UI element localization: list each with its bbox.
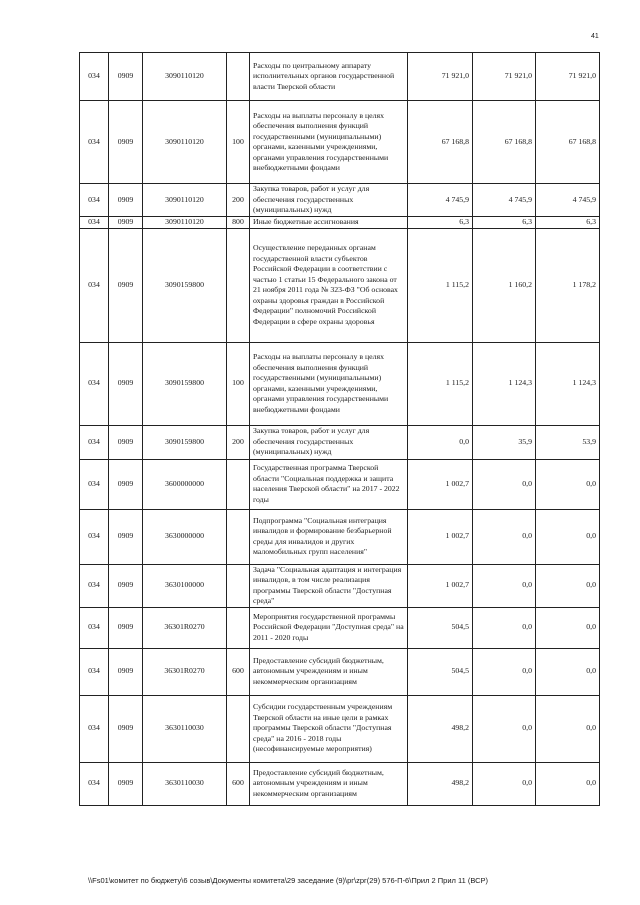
amount-year2-cell: 6,3 <box>473 217 536 229</box>
section-code-cell: 0909 <box>109 459 143 509</box>
expense-type-cell: 100 <box>227 342 250 425</box>
amount-year1-cell: 1 002,7 <box>408 564 473 607</box>
expense-type-cell: 800 <box>227 217 250 229</box>
amount-year1-cell: 1 002,7 <box>408 509 473 564</box>
item-name-cell: Предоставление субсидий бюджетным, автономным учреждениям и иным некоммерческим организациям <box>250 762 408 805</box>
section-code-cell: 0909 <box>109 648 143 695</box>
amount-year3-cell: 0,0 <box>536 607 600 648</box>
amount-year2-cell: 0,0 <box>473 762 536 805</box>
item-name-cell: Осуществление переданных органам государственной власти субъектов Российской Федерации в соответствии с частью 1 статьи 15 Федерального закона от 21 ноября 2011 года № 323-ФЗ "Об основах охраны здоровья граждан в Российской Федерации" полномочий Российской Федерации в сфере охраны здоровья <box>250 228 408 342</box>
amount-year1-cell: 4 745,9 <box>408 184 473 217</box>
item-name-cell: Расходы на выплаты персоналу в целях обеспечения выполнения функций государственными (муниципальными) органами, казенными учреждениями, органами управления государственными внебюджетными фондами <box>250 342 408 425</box>
section-code-cell: 0909 <box>109 762 143 805</box>
amount-year3-cell: 0,0 <box>536 564 600 607</box>
amount-year1-cell: 0,0 <box>408 425 473 459</box>
expense-type-cell: 600 <box>227 762 250 805</box>
table-row <box>80 342 600 425</box>
target-code-cell: 3090110120 <box>143 101 227 184</box>
amount-year2-cell: 0,0 <box>473 564 536 607</box>
item-name-cell: Закупка товаров, работ и услуг для обеспечения государственных (муниципальных) нужд <box>250 425 408 459</box>
target-code-cell: 3630100000 <box>143 564 227 607</box>
section-code-cell: 0909 <box>109 607 143 648</box>
section-code-cell: 0909 <box>109 342 143 425</box>
admin-code-cell: 034 <box>80 342 109 425</box>
section-code-cell: 0909 <box>109 564 143 607</box>
item-name-cell: Субсидии государственным учреждениям Тверской области на иные цели в рамках программы Тверской области "Доступная среда" на 2016 - 2018 годы (несофинансируемые мероприятия) <box>250 695 408 762</box>
amount-year2-cell: 0,0 <box>473 509 536 564</box>
amount-year3-cell: 53,9 <box>536 425 600 459</box>
amount-year1-cell: 71 921,0 <box>408 53 473 101</box>
expense-type-cell: 100 <box>227 101 250 184</box>
target-code-cell: 3090159800 <box>143 228 227 342</box>
admin-code-cell: 034 <box>80 607 109 648</box>
amount-year2-cell: 67 168,8 <box>473 101 536 184</box>
target-code-cell: 3090110120 <box>143 53 227 101</box>
table-row <box>80 425 600 459</box>
admin-code-cell: 034 <box>80 228 109 342</box>
target-code-cell: 36301R0270 <box>143 607 227 648</box>
amount-year3-cell: 0,0 <box>536 459 600 509</box>
amount-year3-cell: 6,3 <box>536 217 600 229</box>
amount-year3-cell: 71 921,0 <box>536 53 600 101</box>
budget-table <box>79 52 600 806</box>
target-code-cell: 3090110120 <box>143 184 227 217</box>
admin-code-cell: 034 <box>80 459 109 509</box>
amount-year1-cell: 1 002,7 <box>408 459 473 509</box>
expense-type-cell <box>227 509 250 564</box>
expense-type-cell <box>227 695 250 762</box>
table-row <box>80 459 600 509</box>
expense-type-cell: 200 <box>227 184 250 217</box>
admin-code-cell: 034 <box>80 509 109 564</box>
admin-code-cell: 034 <box>80 564 109 607</box>
table-row <box>80 564 600 607</box>
table-row <box>80 607 600 648</box>
admin-code-cell: 034 <box>80 101 109 184</box>
table-row <box>80 53 600 101</box>
item-name-cell: Задача "Социальная адаптация и интеграция инвалидов, в том числе реализация программы Тверской области "Доступная среда" <box>250 564 408 607</box>
admin-code-cell: 034 <box>80 184 109 217</box>
page-number: 41 <box>591 33 599 40</box>
expense-type-cell <box>227 228 250 342</box>
amount-year1-cell: 1 115,2 <box>408 228 473 342</box>
section-code-cell: 0909 <box>109 217 143 229</box>
expense-type-cell <box>227 459 250 509</box>
expense-type-cell <box>227 564 250 607</box>
section-code-cell: 0909 <box>109 425 143 459</box>
amount-year2-cell: 0,0 <box>473 459 536 509</box>
table-row <box>80 509 600 564</box>
target-code-cell: 3630000000 <box>143 509 227 564</box>
amount-year2-cell: 1 124,3 <box>473 342 536 425</box>
admin-code-cell: 034 <box>80 425 109 459</box>
target-code-cell: 3090159800 <box>143 342 227 425</box>
expense-type-cell: 200 <box>227 425 250 459</box>
target-code-cell: 3090110120 <box>143 217 227 229</box>
table-row <box>80 762 600 805</box>
table-row <box>80 648 600 695</box>
amount-year1-cell: 1 115,2 <box>408 342 473 425</box>
expense-type-cell <box>227 607 250 648</box>
item-name-cell: Государственная программа Тверской области "Социальная поддержка и защита населения Тверской области" на 2017 - 2022 годы <box>250 459 408 509</box>
admin-code-cell: 034 <box>80 53 109 101</box>
table-row <box>80 184 600 217</box>
amount-year3-cell: 0,0 <box>536 762 600 805</box>
amount-year2-cell: 0,0 <box>473 695 536 762</box>
target-code-cell: 3630110030 <box>143 695 227 762</box>
section-code-cell: 0909 <box>109 184 143 217</box>
admin-code-cell: 034 <box>80 648 109 695</box>
admin-code-cell: 034 <box>80 695 109 762</box>
amount-year2-cell: 71 921,0 <box>473 53 536 101</box>
amount-year3-cell: 0,0 <box>536 648 600 695</box>
item-name-cell: Иные бюджетные ассигнования <box>250 217 408 229</box>
section-code-cell: 0909 <box>109 228 143 342</box>
item-name-cell: Предоставление субсидий бюджетным, автономным учреждениям и иным некоммерческим организациям <box>250 648 408 695</box>
amount-year2-cell: 0,0 <box>473 607 536 648</box>
amount-year1-cell: 6,3 <box>408 217 473 229</box>
table-row <box>80 217 600 229</box>
amount-year3-cell: 0,0 <box>536 509 600 564</box>
amount-year1-cell: 504,5 <box>408 607 473 648</box>
amount-year2-cell: 1 160,2 <box>473 228 536 342</box>
amount-year3-cell: 0,0 <box>536 695 600 762</box>
expense-type-cell <box>227 53 250 101</box>
section-code-cell: 0909 <box>109 695 143 762</box>
item-name-cell: Мероприятия государственной программы Российской Федерации "Доступная среда" на 2011 - 2020 годы <box>250 607 408 648</box>
target-code-cell: 3630110030 <box>143 762 227 805</box>
item-name-cell: Подпрограмма "Социальная интеграция инвалидов и формирование безбарьерной среды для инвалидов и других маломобильных групп населения" <box>250 509 408 564</box>
amount-year1-cell: 498,2 <box>408 762 473 805</box>
table-row <box>80 101 600 184</box>
amount-year3-cell: 4 745,9 <box>536 184 600 217</box>
amount-year1-cell: 67 168,8 <box>408 101 473 184</box>
target-code-cell: 36301R0270 <box>143 648 227 695</box>
section-code-cell: 0909 <box>109 101 143 184</box>
section-code-cell: 0909 <box>109 53 143 101</box>
amount-year2-cell: 35,9 <box>473 425 536 459</box>
amount-year3-cell: 1 124,3 <box>536 342 600 425</box>
table-row <box>80 228 600 342</box>
amount-year3-cell: 1 178,2 <box>536 228 600 342</box>
amount-year2-cell: 0,0 <box>473 648 536 695</box>
item-name-cell: Расходы по центральному аппарату исполнительных органов государственной власти Тверской области <box>250 53 408 101</box>
target-code-cell: 3090159800 <box>143 425 227 459</box>
footer-file-path: \\Fs01\комитет по бюджету\6 созыв\Документы комитета\29 заседание (9)\рг\zрг(29) 576-П-6\Прил 2 Прил 11 (ВСР) <box>88 876 489 885</box>
expense-type-cell: 600 <box>227 648 250 695</box>
amount-year1-cell: 504,5 <box>408 648 473 695</box>
item-name-cell: Расходы на выплаты персоналу в целях обеспечения выполнения функций государственными (муниципальными) органами, казенными учреждениями, органами управления государственными внебюджетными фондами <box>250 101 408 184</box>
table-row <box>80 695 600 762</box>
amount-year3-cell: 67 168,8 <box>536 101 600 184</box>
amount-year1-cell: 498,2 <box>408 695 473 762</box>
item-name-cell: Закупка товаров, работ и услуг для обеспечения государственных (муниципальных) нужд <box>250 184 408 217</box>
admin-code-cell: 034 <box>80 762 109 805</box>
section-code-cell: 0909 <box>109 509 143 564</box>
target-code-cell: 3600000000 <box>143 459 227 509</box>
amount-year2-cell: 4 745,9 <box>473 184 536 217</box>
admin-code-cell: 034 <box>80 217 109 229</box>
